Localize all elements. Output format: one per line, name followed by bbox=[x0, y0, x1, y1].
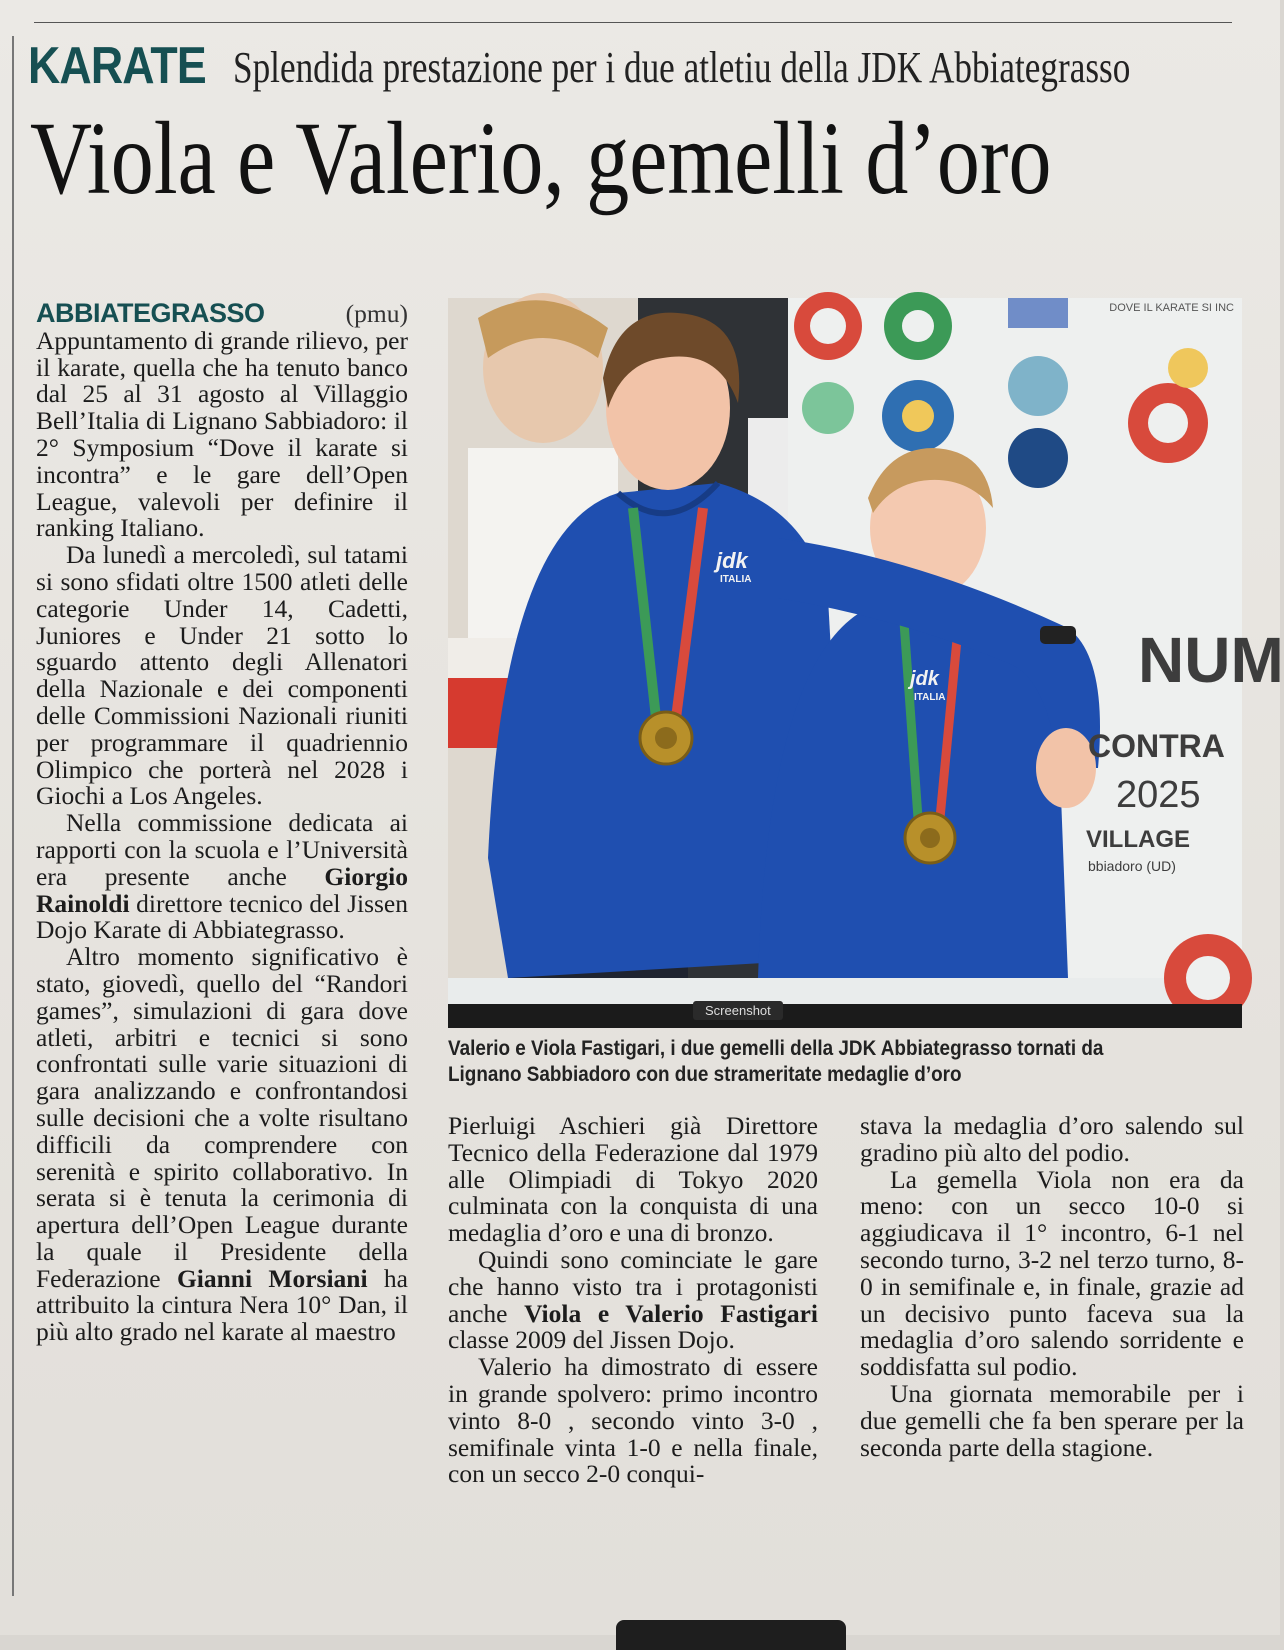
paragraph-text: Altro momento significativo è stato, giovedì, quello del “Randori games”, simulazioni di gara dove atleti, arbitri e tecnici si sono confrontati sulle varie situazioni di gara analizzando e confrontandosi sulle decisioni che a volte risultano difficili da comprendere con serenità e spirito collaborativo. In serata si è tenuta la cerimonia di apertura dell’Open League durante la quale il Presidente della Federazione bbox=[36, 942, 408, 1293]
kicker-row bbox=[28, 36, 1131, 95]
article-paragraph-6: Valerio ha dimostrato di essere in grande spolvero: primo incontro vinto 8-0 , secondo vinto 3-0 , semifinale vinta 1-0 e nella finale, con un secco 2-0 conqui- bbox=[448, 1352, 818, 1489]
photo-bottom-bar bbox=[448, 1004, 1242, 1028]
column-rule bbox=[12, 36, 14, 1596]
dateline-author: (pmu) bbox=[345, 299, 408, 328]
article-column-3 bbox=[860, 1113, 1244, 1461]
person-name: Viola e Valerio Fastigari bbox=[524, 1298, 818, 1328]
article-paragraph-5 bbox=[448, 1244, 818, 1355]
photo-caption bbox=[448, 1036, 1168, 1088]
screenshot-label: Screenshot bbox=[693, 1001, 783, 1020]
article-paragraph-6-cont: stava la medaglia d’oro salendo sul gradino più alto del podio. bbox=[860, 1111, 1244, 1167]
dateline-location: ABBIATEGRASSO bbox=[36, 298, 265, 328]
jacket-text-boy: ITALIA bbox=[720, 574, 752, 585]
article-paragraph-8: Una giornata memorabile per i due gemelli che fa ben sperare per la seconda parte della stagione. bbox=[860, 1378, 1244, 1462]
paragraph-text: Appuntamento di grande rilievo, per il karate, quella che ha tenuto banco dal 25 al 31 agosto al Villaggio Bell’Italia di Lignano Sabbiadoro: il 2° Symposium “Dove il karate si incontra” e le gare dell’Open League, valevoli per definire il ranking Italiano. bbox=[36, 325, 408, 543]
caption-line-1: Valerio e Viola Fastigari, i due gemelli della JDK Abbiategrasso tornati da bbox=[448, 1037, 1104, 1060]
person-name: Giorgio Rainoldi bbox=[36, 861, 408, 918]
banner-word: NUM bbox=[1138, 624, 1284, 696]
article-paragraph-2: Da lunedì a mercoledì, sul tatami si sono sfidati oltre 1500 atleti delle categorie Under 14, Cadetti, Juniores e Under 21 sotto lo sguardo attento degli Allenatori della Nazionale e dei componenti delle Commissioni Nazionali riuniti per programmare il quadriennio Olimpico che porterà nel 2028 i Giochi a Los Angeles. bbox=[36, 540, 408, 811]
jacket-logo-girl: jdk bbox=[910, 668, 939, 690]
banner-place: bbiadoro (UD) bbox=[1088, 858, 1176, 874]
article-column-1 bbox=[36, 300, 408, 1346]
article-paragraph-3 bbox=[36, 810, 408, 944]
paragraph-text: Quindi sono cominciate le gare che hanno visto tra i protagonisti anche bbox=[448, 1244, 818, 1328]
paragraph-text: classe 2009 del Jissen Dojo. bbox=[448, 1325, 735, 1355]
jacket-text-girl: ITALIA bbox=[914, 692, 946, 703]
top-rule bbox=[34, 22, 1232, 23]
person-name: Gianni Morsiani bbox=[176, 1263, 368, 1293]
paragraph-text: ha attribuito la cintura Nera 10° Dan, il più alto grado nel karate al maestro bbox=[36, 1263, 408, 1347]
banner-village: VILLAGE bbox=[1086, 826, 1191, 853]
paragraph-text: direttore tecnico del Jissen Dojo Karate di Abbiategrasso. bbox=[36, 888, 408, 945]
jacket-logo-boy: jdk bbox=[716, 548, 748, 573]
article-photo bbox=[448, 298, 1284, 1028]
headline: Viola e Valerio, gemelli d’oro bbox=[30, 101, 1052, 216]
article-paragraph-4 bbox=[36, 944, 408, 1346]
article-paragraph-1 bbox=[36, 300, 408, 542]
paragraph-text: Nella commissione dedicata ai rapporti con la scuola e l’Università era presente anche bbox=[36, 808, 408, 891]
article-column-2 bbox=[448, 1113, 818, 1488]
banner-year: 2025 bbox=[1116, 774, 1201, 816]
caption-line-2: Lignano Sabbiadoro con due strameritate medaglie d’oro bbox=[448, 1063, 962, 1086]
banner-line: CONTRA bbox=[1088, 728, 1225, 764]
article-paragraph-4-cont: Pierluigi Aschieri già Direttore Tecnico della Federazione dal 1979 alle Olimpiadi di Tokyo 2020 culminata con la conquista di una medaglia d’oro e una di bronzo. bbox=[448, 1111, 818, 1248]
article-paragraph-7: La gemella Viola non era da meno: con un secco 10-0 si aggiudicava il 1° incontro, 6-1 nel secondo turno, 3-2 nel terzo turno, 8-0 in semifinale e, in finale, grazie ad un decisivo punto faceva sua la medaglia d’oro salendo sorridente e soddisfatta sul podio. bbox=[860, 1164, 1244, 1382]
section-tag: KARATE bbox=[28, 37, 206, 95]
photo-brand-text: DOVE IL KARATE SI INC bbox=[1109, 302, 1234, 314]
bottom-handle bbox=[616, 1620, 846, 1650]
photo-illustration bbox=[448, 298, 1242, 1028]
kicker-text: Splendida prestazione per i due atletiu della JDK Abbiategrasso bbox=[233, 43, 1131, 92]
